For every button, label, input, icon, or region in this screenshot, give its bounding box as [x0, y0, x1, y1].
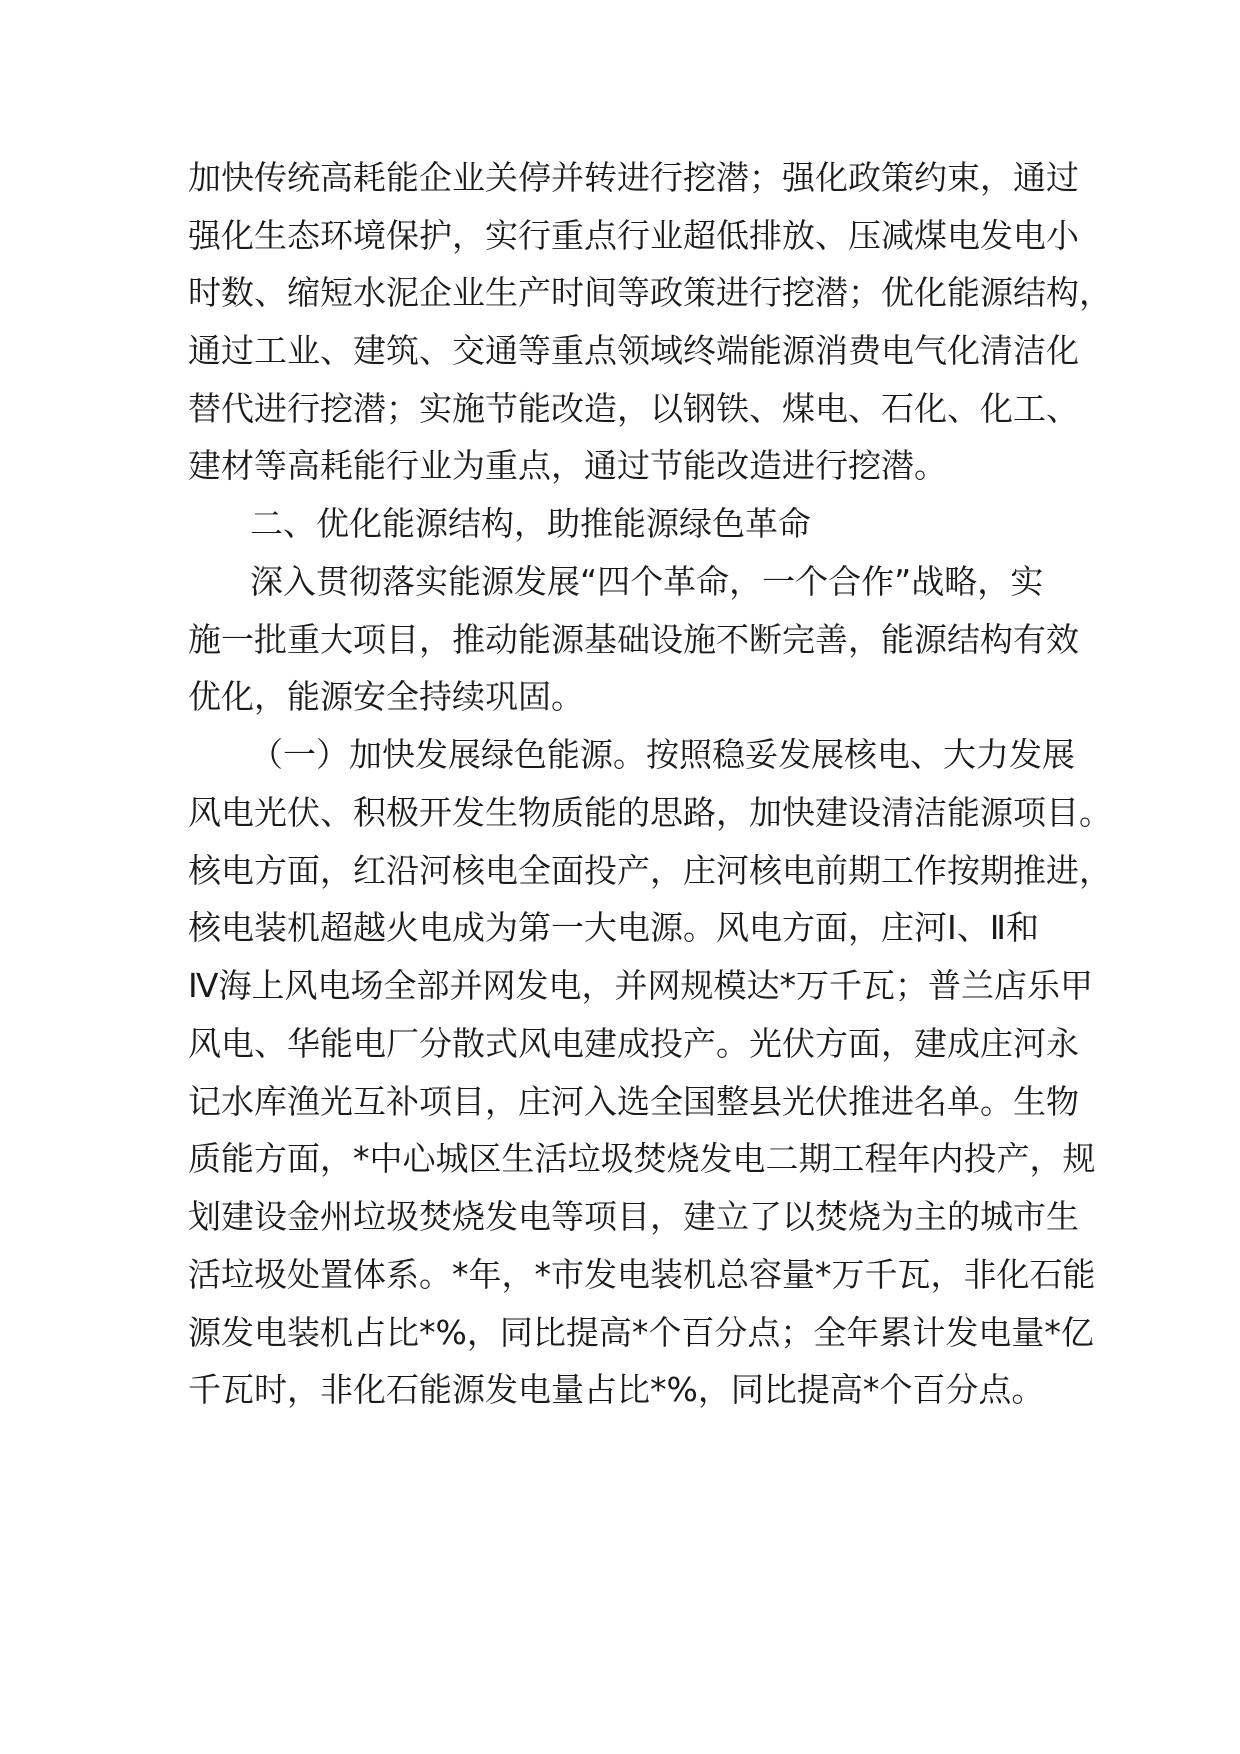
body-text-line: 替代进行挖潜；实施节能改造，以钢铁、煤电、石化、化工、 — [188, 389, 1079, 428]
section-heading: 二、优化能源结构，助推能源绿色革命 — [250, 504, 811, 543]
subsection-text-line: （一）加快发展绿色能源。按照稳妥发展核电、大力发展 — [250, 735, 1075, 774]
body-text-line: 加快传统高耗能企业关停并转进行挖潜；强化政策约束，通过 — [188, 158, 1079, 197]
body-text-line: 通过工业、建筑、交通等重点领域终端能源消费电气化清洁化 — [188, 331, 1079, 370]
body-text-line: 深入贯彻落实能源发展“四个革命，一个合作”战略，实 — [250, 562, 1044, 601]
body-text-line: Ⅳ海上风电场全部并网发电，并网规模达*万千瓦；普兰店乐甲 — [188, 966, 1093, 1005]
body-text-line: 划建设金州垃圾焚烧发电等项目，建立了以焚烧为主的城市生 — [188, 1197, 1079, 1236]
body-text-line: 风电光伏、积极开发生物质能的思路，加快建设清洁能源项目。 — [188, 793, 1112, 832]
body-text-line: 核电装机超越火电成为第一大电源。风电方面，庄河Ⅰ、Ⅱ和 — [188, 908, 1039, 947]
body-text-line: 活垃圾处置体系。*年，*市发电装机总容量*万千瓦，非化石能 — [188, 1255, 1096, 1294]
body-text-line: 建材等高耗能行业为重点，通过节能改造进行挖潜。 — [188, 446, 947, 485]
body-text-line: 风电、华能电厂分散式风电建成投产。光伏方面，建成庄河永 — [188, 1024, 1079, 1063]
body-text-line: 优化，能源安全持续巩固。 — [188, 677, 584, 716]
body-text-line: 时数、缩短水泥企业生产时间等政策进行挖潜；优化能源结构， — [188, 273, 1112, 312]
body-text-line: 千瓦时，非化石能源发电量占比*%，同比提高*个百分点。 — [188, 1370, 1045, 1409]
body-text-line: 核电方面，红沿河核电全面投产，庄河核电前期工作按期推进， — [188, 851, 1112, 890]
body-text-line: 质能方面，*中心城区生活垃圾焚烧发电二期工程年内投产，规 — [188, 1139, 1096, 1178]
body-text-line: 施一批重大项目，推动能源基础设施不断完善，能源结构有效 — [188, 620, 1079, 659]
body-text-line: 记水库渔光互补项目，庄河入选全国整县光伏推进名单。生物 — [188, 1082, 1079, 1121]
body-text-line: 源发电装机占比*%，同比提高*个百分点；全年累计发电量*亿 — [188, 1313, 1094, 1352]
body-text-line: 强化生态环境保护，实行重点行业超低排放、压减煤电发电小 — [188, 216, 1079, 255]
